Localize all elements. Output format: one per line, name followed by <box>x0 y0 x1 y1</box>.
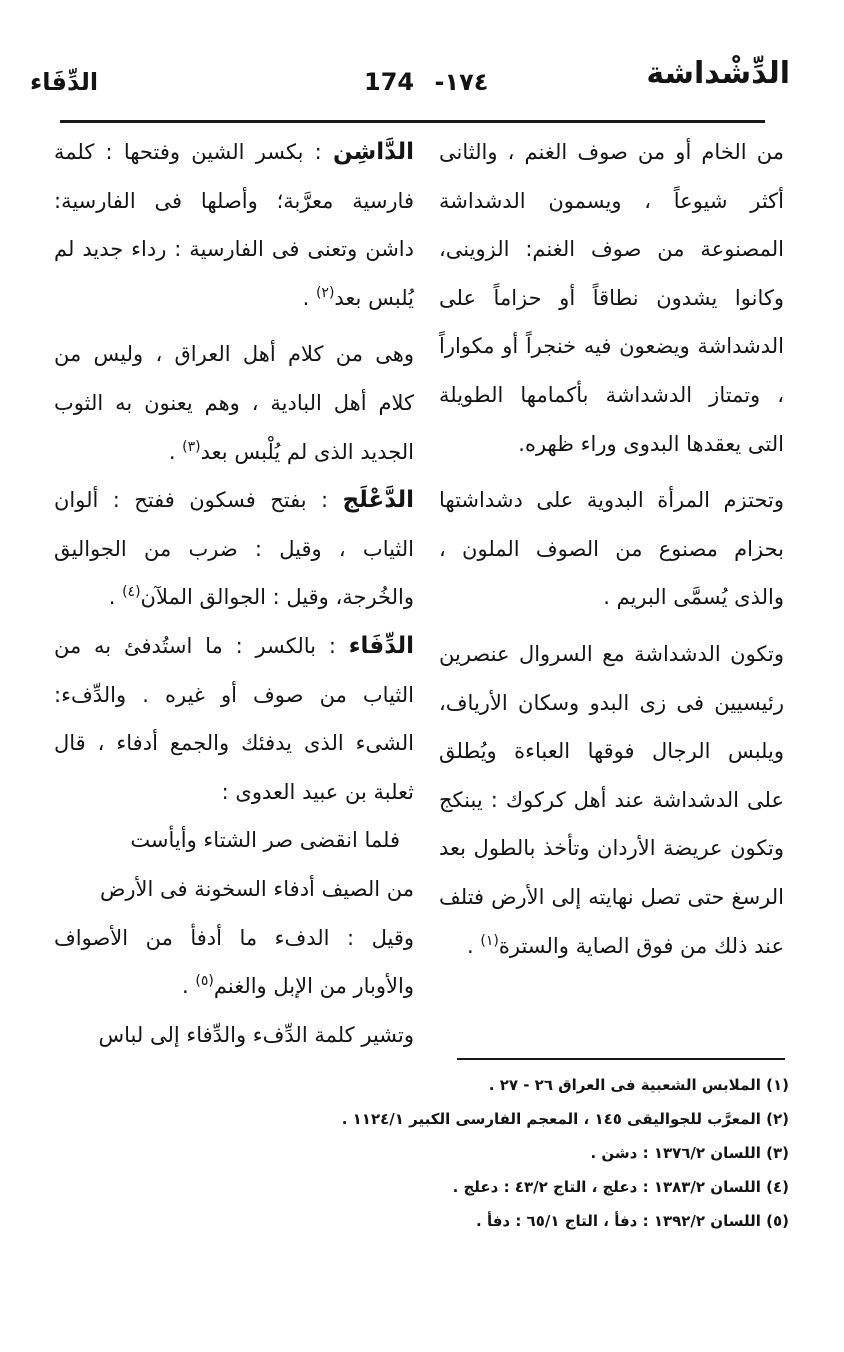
header-entry-title: الدِّشْداشة <box>646 56 790 91</box>
paragraph: وتشير كلمة الدِّفء والدِّفاء إلى لباس <box>98 1022 414 1047</box>
entry-difaa: الدِّفَاء : بالكسر : ما استُدفئ به من الثياب من صوف أو غيره . والدِّفء: الشىء الذى يدفئك والجمع أدفاء ، قال ثعلبة بن عبيد العدوى : <box>54 632 414 804</box>
page-number-arabic: -١٧٤ <box>434 68 489 96</box>
paragraph: وتحتزم المرأة البدوية على دشداشتها بحزام مصنوع من الصوف الملون ، والذى يُسمَّى البريم . <box>439 488 784 610</box>
footnote: (٣) اللسان ١٣٧٦/٢ : دشن . <box>590 1144 789 1162</box>
left-column <box>54 128 414 1059</box>
paragraph: وهى من كلام أهل العراق ، وليس من كلام أهل البادية ، وهم يعنون به الثوب الجديد الذى لم يُلْبس بعد$^{(٣)}$ . <box>54 342 414 464</box>
entry-dashin: الدَّاشِن : بكسر الشين وفتحها : كلمة فارسية معرَّبة؛ وأصلها فى الفارسية: داشن وتعنى فى الفارسية : رداء جديد لم يُلبس بعد$^{(٢)}$ . <box>54 139 414 310</box>
footnote-ref: (١) <box>480 932 499 949</box>
footnote: (٢) المعرَّب للجواليقى ١٤٥ ، المعجم الفارسى الكبير ١١٢٤/١ . <box>341 1110 789 1128</box>
entry-daalaj: الدَّعْلَج : بفتح فسكون ففتح : ألوان الثياب ، وقيل : ضرب من الجواليق والخُرجة، وقيل : الجوالق الملآن$^{(٤)}$ . <box>54 487 414 610</box>
header-rule <box>60 120 765 123</box>
footnote-ref: (٣) <box>182 438 201 455</box>
paragraph: وقيل : الدفء ما أدفأ من الأصواف والأوبار من الإبل والغنم$^{(٥)}$ . <box>54 925 414 999</box>
footnote-ref: (٤) <box>122 584 141 601</box>
page-number-latin: 174 <box>364 68 415 96</box>
header-last-entry: الدِّفَاء <box>30 68 99 96</box>
footnote-ref: (٥) <box>195 973 214 990</box>
entry-headword: الدَّعْلَج <box>342 487 414 514</box>
footnote: (٤) اللسان ١٣٨٣/٢ : دعلج ، التاج ٤٣/٢ : دعلج . <box>452 1178 789 1196</box>
verse-line: من الصيف أدفاء السخونة فى الأرض <box>100 876 414 901</box>
paragraph: من الخام أو من صوف الغنم ، والثانى أكثر شيوعاً ، ويسمون الدشداشة المصنوعة من صوف الغنم: الزوينى، وكانوا يشدون نطاقاً أو حزاماً على الدشداشة ويضعون فيه خنجراً أو مكواراً ، وتمتاز الدشداشة بأكمامها الطويلة التى يعقدها البدوى وراء ظهره. <box>439 140 784 456</box>
footnotes <box>29 1068 789 1238</box>
entry-headword: الدَّاشِن <box>332 139 414 165</box>
footnote-rule <box>457 1058 785 1060</box>
footnote: (٥) اللسان ١٣٩٢/٢ : دفأ ، التاج ٦٥/١ : دفأ . <box>476 1212 789 1230</box>
entry-headword: الدِّفَاء <box>348 632 414 659</box>
running-header <box>30 56 790 116</box>
footnote: (١) الملابس الشعبية فى العراق ٢٦ - ٢٧ . <box>488 1076 789 1094</box>
page-number <box>358 68 494 96</box>
paragraph: وتكون الدشداشة مع السروال عنصرين رئيسيين فى زى البدو وسكان الأرياف، ويلبس الرجال فوقها العباءة ويُطلق على الدشداشة عند أهل كركوك : يبنكج وتكون عريضة الأردان وتأخذ بالطول بعد الرسغ حتى تصل نهايته إلى الأرض فتلف عند ذلك من فوق الصاية والسترة$^{(١)}$ . <box>439 641 784 958</box>
verse-line: فلما انقضى صر الشتاء وأيأست <box>130 828 400 853</box>
right-column <box>439 128 784 970</box>
footnote-ref: (٢) <box>315 284 335 301</box>
